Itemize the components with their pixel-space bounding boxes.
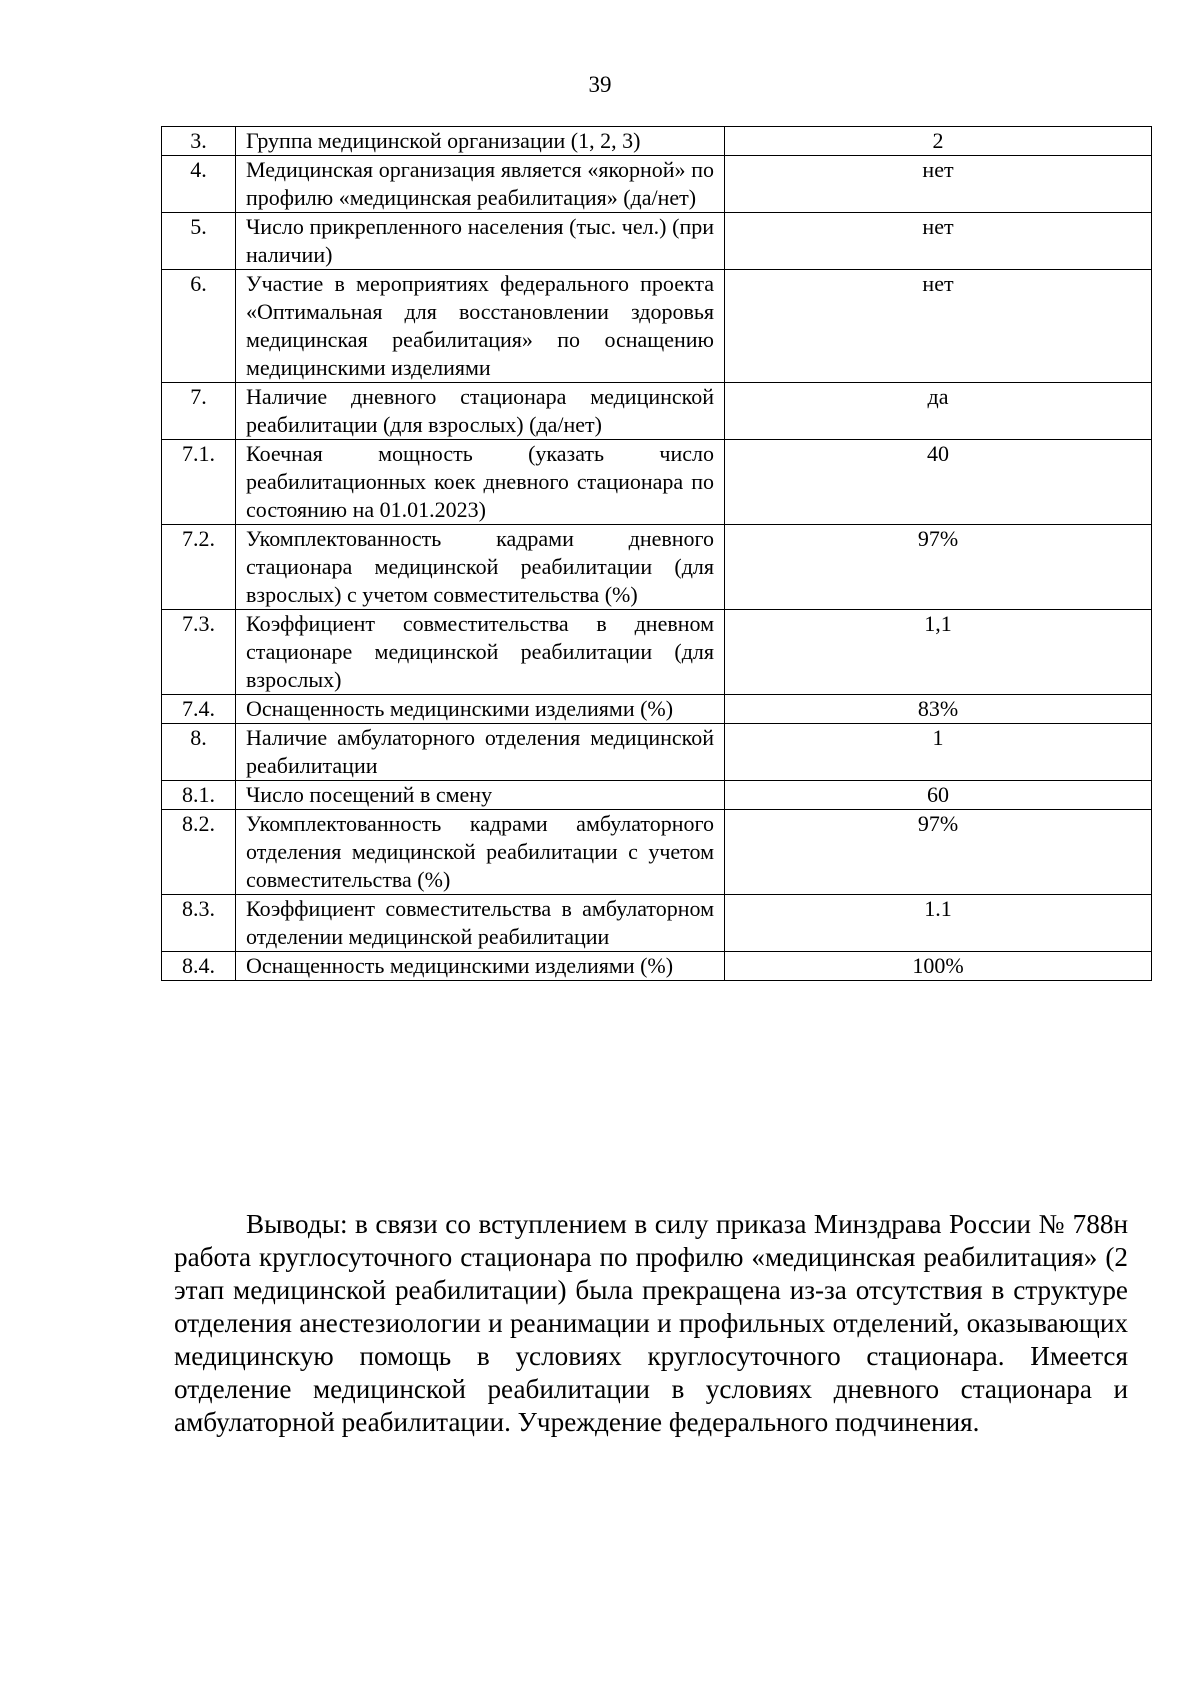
table-row (162, 952, 1152, 981)
row-value: 97% (725, 525, 1152, 610)
row-description: Число прикрепленного населения (тыс. чел.) (при наличии) (236, 213, 725, 270)
table-row (162, 895, 1152, 952)
row-description: Коэффициент совместительства в амбулаторном отделении медицинской реабилитации (236, 895, 725, 952)
row-value: 100% (725, 952, 1152, 981)
row-value: 1.1 (725, 895, 1152, 952)
table-row (162, 383, 1152, 440)
row-number: 7.1. (162, 440, 236, 525)
row-value: нет (725, 213, 1152, 270)
row-description: Оснащенность медицинскими изделиями (%) (236, 695, 725, 724)
table-row (162, 270, 1152, 383)
row-number: 8.2. (162, 810, 236, 895)
row-value: 2 (725, 127, 1152, 156)
table-row (162, 781, 1152, 810)
row-number: 3. (162, 127, 236, 156)
row-description: Участие в мероприятиях федерального проекта «Оптимальная для восстановлении здоровья медицинская реабилитация» по оснащению медицинскими изделиями (236, 270, 725, 383)
table-row (162, 810, 1152, 895)
row-description: Медицинская организация является «якорной» по профилю «медицинская реабилитация» (да/нет) (236, 156, 725, 213)
row-number: 8.4. (162, 952, 236, 981)
row-number: 6. (162, 270, 236, 383)
page-number: 39 (588, 72, 612, 97)
row-description: Коэффициент совместительства в дневном стационаре медицинской реабилитации (для взрослых) (236, 610, 725, 695)
row-value: нет (725, 156, 1152, 213)
row-value: да (725, 383, 1152, 440)
row-number: 7. (162, 383, 236, 440)
table-row (162, 213, 1152, 270)
row-number: 7.2. (162, 525, 236, 610)
table-row (162, 440, 1152, 525)
table-row (162, 525, 1152, 610)
row-description: Наличие амбулаторного отделения медицинской реабилитации (236, 724, 725, 781)
row-value: 60 (725, 781, 1152, 810)
row-description: Оснащенность медицинскими изделиями (%) (236, 952, 725, 981)
row-number: 8.1. (162, 781, 236, 810)
table-row (162, 610, 1152, 695)
row-number: 7.3. (162, 610, 236, 695)
row-number: 5. (162, 213, 236, 270)
row-value: 83% (725, 695, 1152, 724)
table-row (162, 724, 1152, 781)
conclusion-paragraph: Выводы: в связи со вступлением в силу приказа Минздрава России № 788н работа круглосуточного стационара по профилю «медицинская реабилитация» (2 этап медицинской реабилитации) была прекращена из-за отсутствия в структуре отделения анестезиологии и реанимации и профильных отделений, оказывающих медицинскую помощь в условиях круглосуточного стационара. Имеется отделение медицинской реабилитации в условиях дневного стационара и амбулаторной реабилитации. Учреждение федерального подчинения. (174, 1209, 1128, 1437)
row-number: 7.4. (162, 695, 236, 724)
row-number: 4. (162, 156, 236, 213)
row-description: Группа медицинской организации (1, 2, 3) (236, 127, 725, 156)
row-value: 1 (725, 724, 1152, 781)
row-value: 40 (725, 440, 1152, 525)
row-description: Укомплектованность кадрами дневного стационара медицинской реабилитации (для взрослых) с учетом совместительства (%) (236, 525, 725, 610)
row-description: Укомплектованность кадрами амбулаторного отделения медицинской реабилитации с учетом совместительства (%) (236, 810, 725, 895)
row-description: Число посещений в смену (236, 781, 725, 810)
row-value: 1,1 (725, 610, 1152, 695)
table-row (162, 156, 1152, 213)
row-description: Наличие дневного стационара медицинской реабилитации (для взрослых) (да/нет) (236, 383, 725, 440)
row-description: Коечная мощность (указать число реабилитационных коек дневного стационара по состоянию на 01.01.2023) (236, 440, 725, 525)
indicators-table (161, 126, 1152, 981)
table-row (162, 127, 1152, 156)
row-number: 8. (162, 724, 236, 781)
row-value: нет (725, 270, 1152, 383)
table-row (162, 695, 1152, 724)
row-value: 97% (725, 810, 1152, 895)
row-number: 8.3. (162, 895, 236, 952)
